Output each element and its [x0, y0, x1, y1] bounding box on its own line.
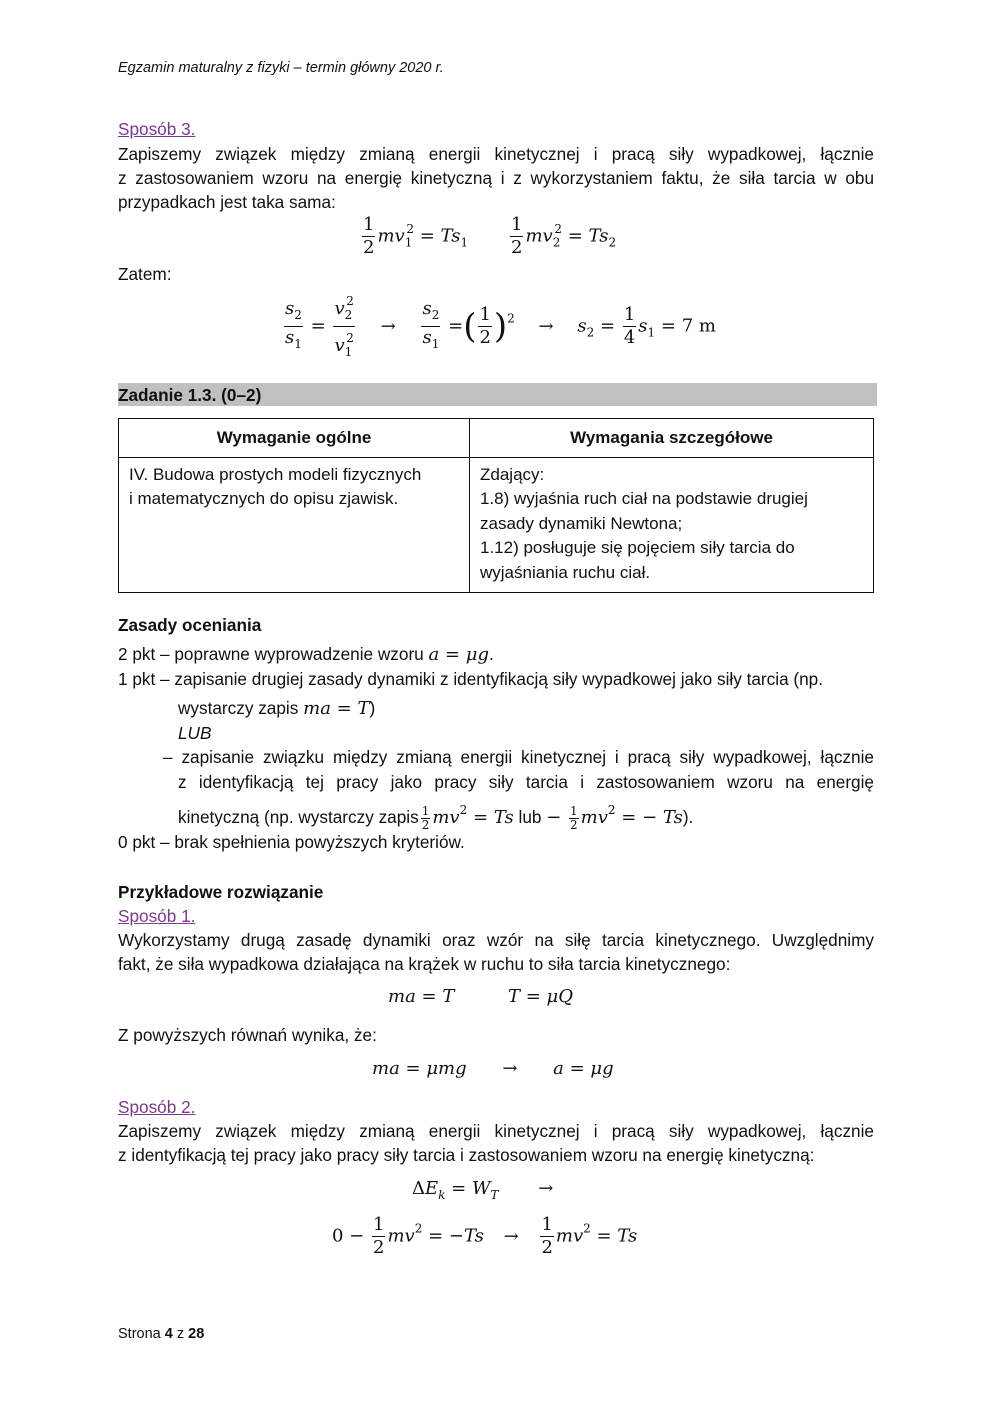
- equation-friction: T = μQ: [508, 986, 573, 1007]
- scoring-alt-line: – zapisanie związku między zmianą energii kinetycznej i pracą siły wypadkowej, łącznie: [163, 747, 874, 767]
- scoring-alt-line: z identyfikacją tej pracy jako pracy siły tarcia i zastosowaniem wzoru na energię: [178, 772, 874, 792]
- scoring-1pkt: 1 pkt – zapisanie drugiej zasady dynamiki z identyfikacją siły wypadkowej jako siły tarcia (np.: [118, 669, 824, 689]
- zatem-label: Zatem:: [118, 264, 172, 284]
- sposob3-text-line: przypadkach jest taka sama:: [118, 192, 336, 212]
- cell-line: IV. Budowa prostych modeli fizycznych: [129, 465, 422, 484]
- scoring-title: Zasady oceniania: [118, 615, 262, 635]
- cell-line: 1.12) posługuje się pojęciem siły tarcia do: [480, 538, 795, 558]
- equation-energy-2: $\frac{1}{2}$ $mv_2^2 = Ts_2$: [511, 214, 617, 258]
- task-title: Zadanie 1.3. (0–2): [118, 385, 262, 405]
- cell-line: wyjaśniania ruchu ciał.: [480, 562, 651, 582]
- equation-derivation: ma = μmg → a = μg: [372, 1058, 614, 1079]
- sposob1-text-line: Wykorzystamy drugą zasadę dynamiki oraz wzór na siłę tarcia kinetycznego. Uwzględnimy: [118, 930, 874, 950]
- equation-work-energy: $\Delta E_k = W_T$ →: [412, 1178, 554, 1202]
- sposob2-text-line: Zapiszemy związek między zmianą energii kinetycznej i pracą siły wypadkowej, łącznie: [118, 1121, 874, 1141]
- z-powyzszych-label: Z powyższych równań wynika, że:: [118, 1025, 377, 1045]
- page-footer: Strona 4 z 28: [118, 1326, 205, 1342]
- table-header-specific: Wymagania szczegółowe: [470, 419, 874, 458]
- cell-line: 1.8) wyjaśnia ruch ciał na podstawie drugiej: [480, 489, 808, 509]
- sposob1-link[interactable]: Sposób 1.: [118, 906, 196, 926]
- equation-kinetic: 0 − $\frac{1}{2}$ $mv^2 = -Ts$ → $\frac{1}{2}$ $mv^2 = Ts$: [332, 1214, 638, 1258]
- page-total: 28: [188, 1326, 205, 1342]
- page-header: Egzamin maturalny z fizyki – termin główny 2020 r.: [118, 60, 444, 76]
- equation-result: = 7 m: [660, 315, 716, 337]
- requirements-table: [118, 418, 874, 593]
- cell-line: i matematycznych do opisu zjawisk.: [129, 489, 399, 509]
- cell-line: zasady dynamiki Newtona;: [480, 513, 683, 533]
- solution-title: Przykładowe rozwiązanie: [118, 882, 324, 902]
- cell-line: Zdający:: [480, 465, 545, 484]
- scoring-2pkt: 2 pkt – poprawne wyprowadzenie wzoru a = μg.: [118, 644, 494, 665]
- table-cell-general: [119, 458, 470, 593]
- equation-energy-1: $\frac{1}{2}$ $mv_1^2 = Ts_1$: [363, 214, 469, 258]
- equation-newton: ma = T: [388, 986, 455, 1007]
- page-number: 4: [164, 1326, 173, 1342]
- sposob3-text-line: Zapiszemy związek między zmianą energii kinetycznej i pracą siły wypadkowej, łącznie: [118, 144, 874, 164]
- sposob2-link[interactable]: Sposób 2.: [118, 1097, 196, 1117]
- table-header-general: Wymaganie ogólne: [119, 419, 470, 458]
- sposob3-link[interactable]: Sposób 3.: [118, 119, 196, 139]
- sposob1-text-line: fakt, że siła wypadkowa działająca na krążek w ruchu to siła tarcia kinetycznego:: [118, 954, 731, 974]
- sposob3-text-line: z zastosowaniem wzoru na energię kinetyczną i z wykorzystaniem faktu, że siła tarcia w obu: [118, 168, 874, 188]
- scoring-1pkt-cont: wystarczy zapis ma = T): [178, 698, 376, 719]
- sposob2-text-line: z identyfikacją tej pracy jako pracy siły tarcia i zastosowaniem wzoru na energię kinetyczną:: [118, 1145, 815, 1165]
- scoring-alt-line-3: kinetyczną (np. wystarczy zapis $\frac{1}{2}$ $mv^2 = Ts$ lub − $\frac{1}{2}$ $mv^2$ = − Ts).: [178, 803, 694, 832]
- scoring-0pkt: 0 pkt – brak spełnienia powyższych kryteriów.: [118, 832, 465, 852]
- equation-ratio: $\frac{s_2}{s_1}$ = $\frac{v_2^2}{v_1^2}$ → $\frac{s_2}{s_1}$ =( $\frac{1}{2}$ )$^2 \to s_2$ = $\frac{1}{4}$ $s_1 = 7$ m: [282, 290, 716, 363]
- task-header-bar: [118, 383, 877, 406]
- scoring-lub: LUB: [178, 723, 212, 743]
- table-cell-specific: [470, 458, 874, 593]
